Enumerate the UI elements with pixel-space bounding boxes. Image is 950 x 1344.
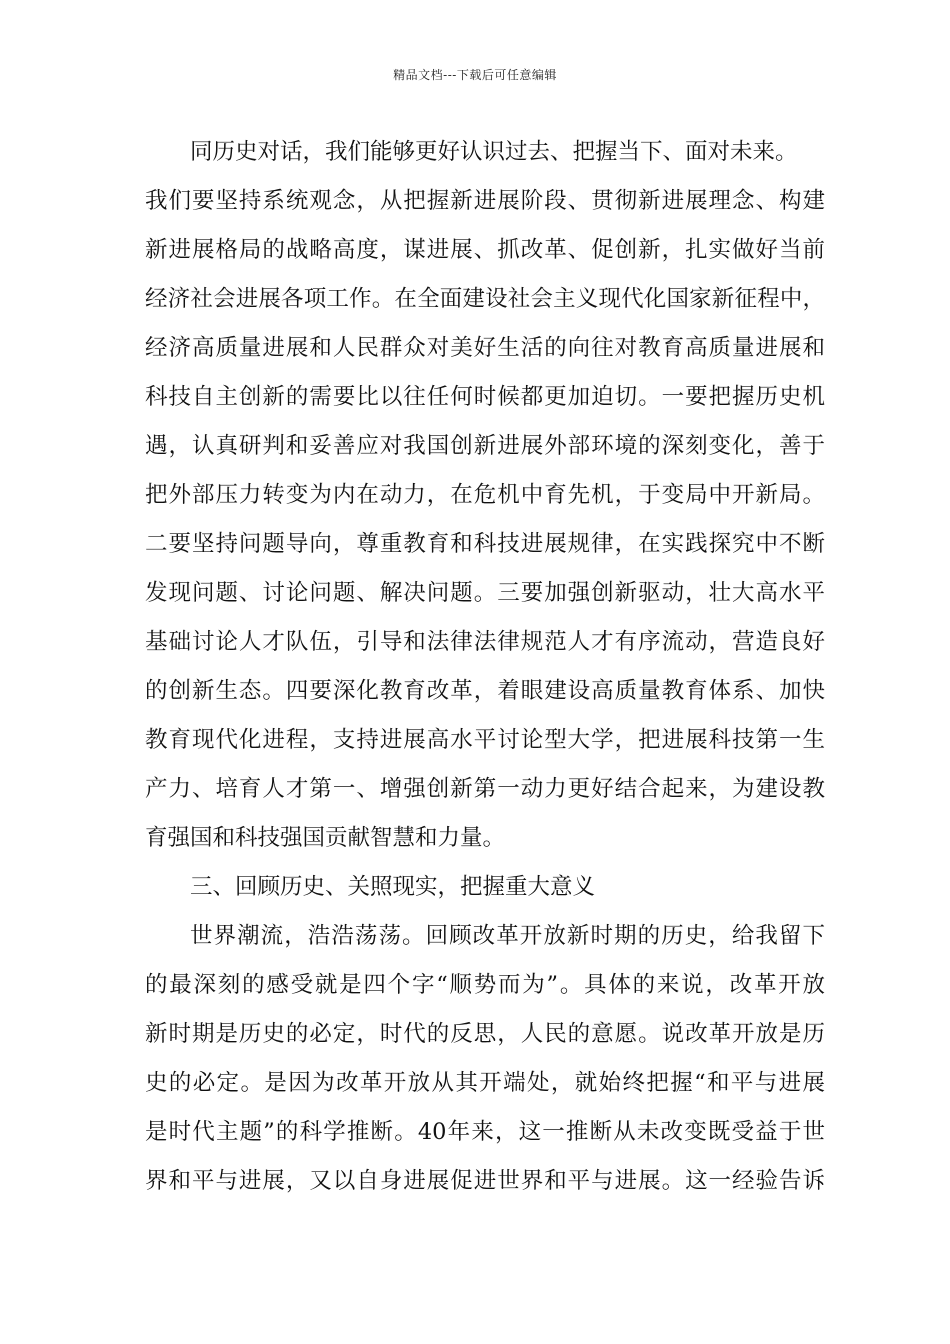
section-heading: 三、回顾历史、关照现实，把握重大意义 bbox=[190, 874, 596, 900]
paragraph-line: 界和平与进展，又以自身进展促进世界和平与进展。这一经验告诉 bbox=[145, 1168, 825, 1194]
paragraph-line: 教育现代化进程，支持进展高水平讨论型大学，把进展科技第一生 bbox=[145, 727, 825, 753]
paragraph-line: 我们要坚持系统观念，从把握新进展阶段、贯彻新进展理念、构建 bbox=[145, 188, 825, 214]
paragraph-line: 发现问题、讨论问题、解决问题。三要加强创新驱动，壮大高水平 bbox=[145, 580, 825, 606]
document-body bbox=[145, 128, 825, 1206]
paragraph-line: 史的必定。是因为改革开放从其开端处，就始终把握“和平与进展 bbox=[145, 1070, 825, 1096]
paragraph-line: 遇，认真研判和妥善应对我国创新进展外部环境的深刻变化，善于 bbox=[145, 433, 825, 459]
paragraph-line: 把外部压力转变为内在动力，在危机中育先机，于变局中开新局。 bbox=[145, 482, 825, 508]
paragraph-line: 的最深刻的感受就是四个字“顺势而为”。具体的来说，改革开放 bbox=[145, 972, 825, 998]
paragraph-line: 产力、培育人才第一、增强创新第一动力更好结合起来，为建设教 bbox=[145, 776, 825, 802]
paragraph-line: 基础讨论人才队伍，引导和法律法律规范人才有序流动，营造良好 bbox=[145, 629, 825, 655]
paragraph-line: 同历史对话，我们能够更好认识过去、把握当下、面对未来。 bbox=[190, 139, 798, 165]
paragraph-line: 经济社会进展各项工作。在全面建设社会主义现代化国家新征程中， bbox=[145, 286, 825, 312]
paragraph-line: 新进展格局的战略高度，谋进展、抓改革、促创新，扎实做好当前 bbox=[145, 237, 825, 263]
paragraph-line: 的创新生态。四要深化教育改革，着眼建设高质量教育体系、加快 bbox=[145, 678, 825, 704]
paragraph-line: 是时代主题”的科学推断。40年来，这一推断从未改变既受益于世 bbox=[145, 1119, 825, 1145]
paragraph-line: 新时期是历史的必定，时代的反思，人民的意愿。说改革开放是历 bbox=[145, 1021, 825, 1047]
paragraph-line: 科技自主创新的需要比以往任何时候都更加迫切。一要把握历史机 bbox=[145, 384, 825, 410]
paragraph-line: 世界潮流，浩浩荡荡。回顾改革开放新时期的历史，给我留下 bbox=[190, 923, 825, 949]
paragraph-line: 二要坚持问题导向，尊重教育和科技进展规律，在实践探究中不断 bbox=[145, 531, 825, 557]
paragraph-line: 育强国和科技强国贡献智慧和力量。 bbox=[145, 825, 506, 851]
paragraph-line: 经济高质量进展和人民群众对美好生活的向往对教育高质量进展和 bbox=[145, 335, 825, 361]
page-header: 精品文档---下载后可任意编辑 bbox=[393, 68, 557, 82]
